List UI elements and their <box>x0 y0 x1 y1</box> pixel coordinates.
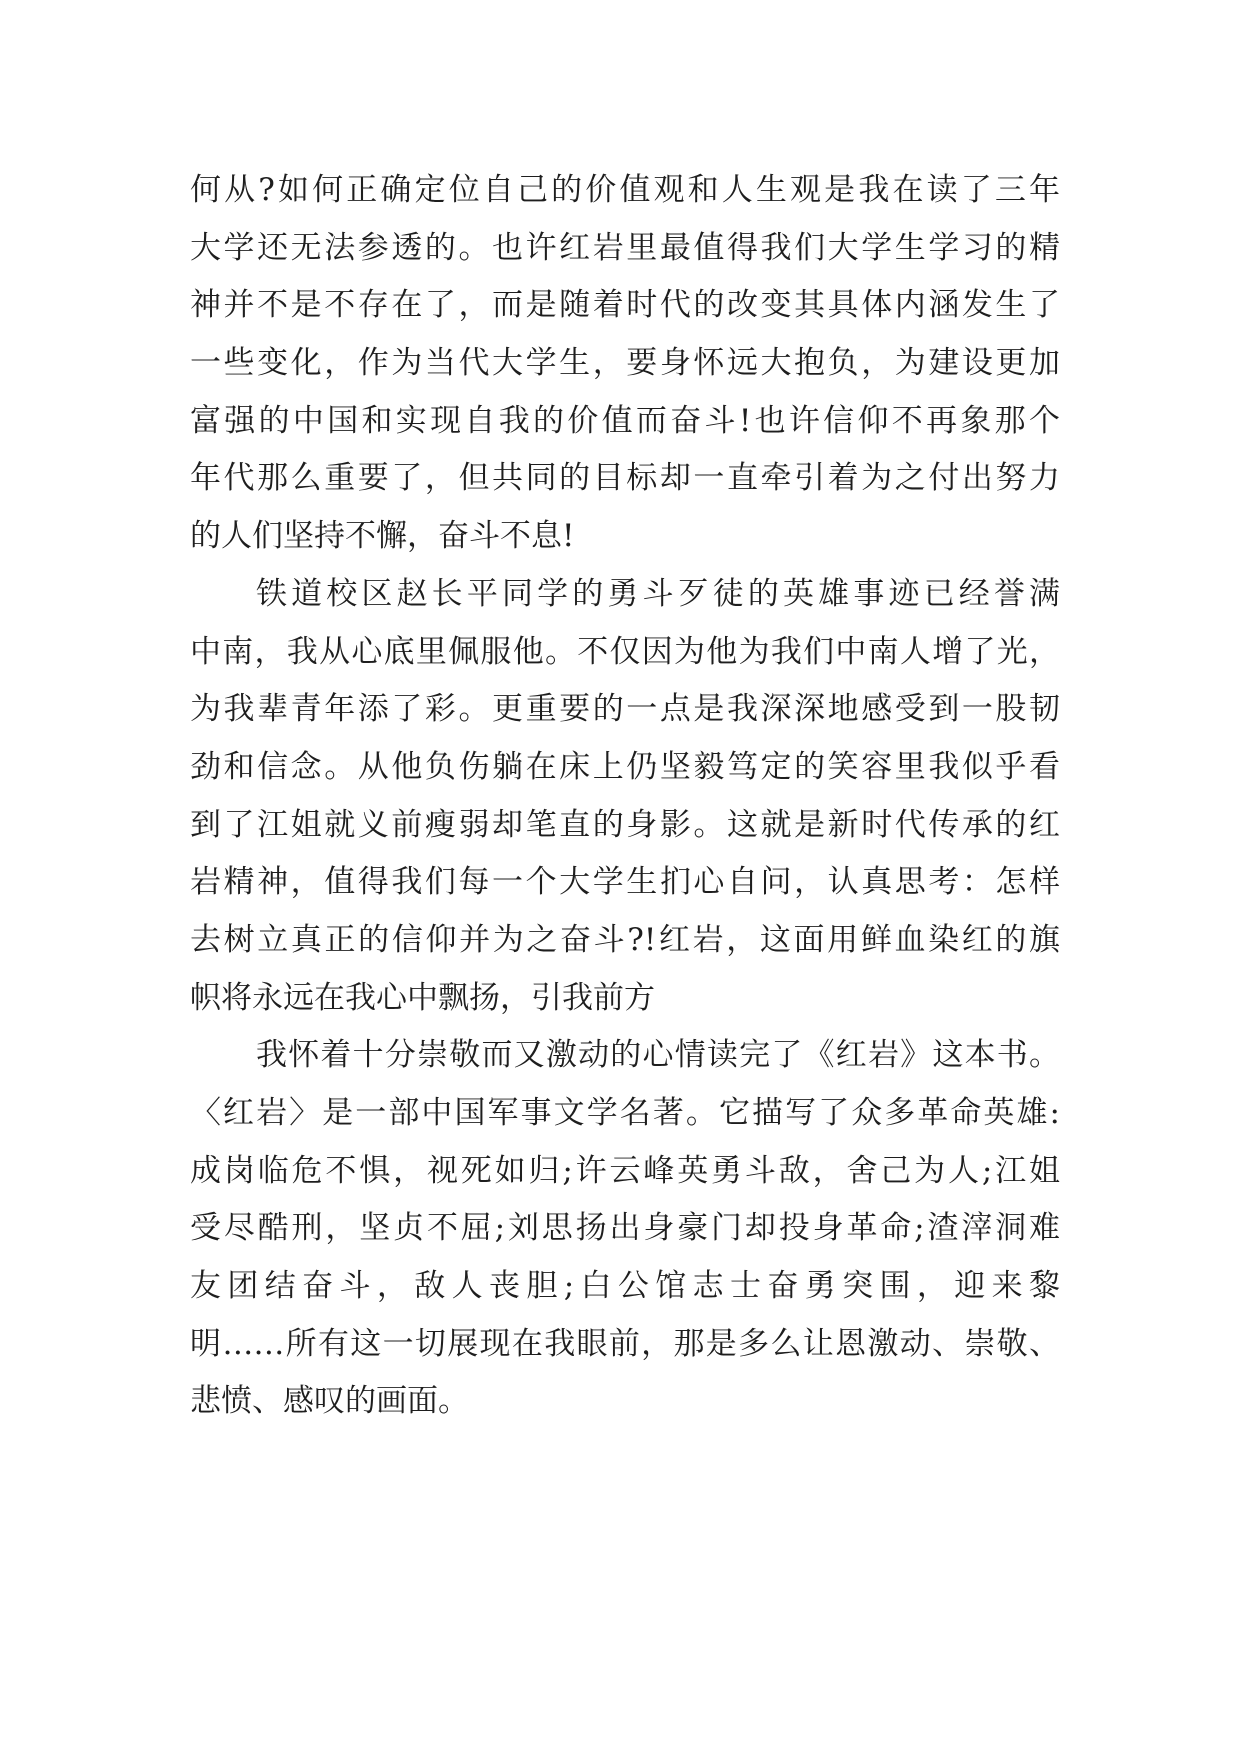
paragraph-1-line-4: 一些变化，作为当代大学生，要身怀远大抱负，为建设更加 <box>190 345 1060 382</box>
paragraph-2-line-3: 为我辈青年添了彩。更重要的一点是我深深地感受到一股韧 <box>190 691 1060 728</box>
paragraph-3-line-2: 〈红岩〉是一部中国军事文学名著。它描写了众多革命英雄: <box>190 1095 1060 1131</box>
paragraph-1-line-3: 神并不是不存在了，而是随着时代的改变其具体内涵发生了 <box>190 287 1060 324</box>
paragraph-2-line-2: 中南，我从心底里佩服他。不仅因为他为我们中南人增了光， <box>190 633 1060 670</box>
paragraph-1-line-5: 富强的中国和实现自我的价值而奋斗!也许信仰不再象那个 <box>190 402 1060 439</box>
paragraph-1-line-7: 的人们坚持不懈，奋斗不息! <box>190 518 575 555</box>
body-text <box>190 162 1060 1431</box>
paragraph-2-line-7: 去树立真正的信仰并为之奋斗?!红岩，这面用鲜血染红的旗 <box>190 921 1060 958</box>
paragraph-3-line-6: 明……所有这一切展现在我眼前，那是多么让恩激动、崇敬、 <box>190 1325 1060 1362</box>
paragraph-1-line-6: 年代那么重要了，但共同的目标却一直牵引着为之付出努力 <box>190 460 1060 497</box>
paragraph-2-line-1: 铁道校区赵长平同学的勇斗歹徒的英雄事迹已经誉满 <box>256 575 1060 612</box>
paragraph-2-line-8: 帜将永远在我心中飘扬，引我前方 <box>190 979 655 1016</box>
paragraph-2-line-6: 岩精神，值得我们每一个大学生扪心自问，认真思考：怎样 <box>190 864 1060 901</box>
paragraph-3-line-1: 我怀着十分崇敬而又激动的心情读完了《红岩》这本书。 <box>256 1037 1060 1074</box>
paragraph-3-line-3: 成岗临危不惧，视死如归;许云峰英勇斗敌，舍己为人;江姐 <box>190 1152 1060 1189</box>
paragraph-3-line-5: 友团结奋斗，敌人丧胆;白公馆志士奋勇突围，迎来黎 <box>190 1268 1060 1305</box>
paragraph-1-line-1: 何从?如何正确定位自己的价值观和人生观是我在读了三年 <box>190 172 1060 208</box>
paragraph-3-line-7: 悲愤、感叹的画面。 <box>190 1383 469 1420</box>
paragraph-3-line-4: 受尽酷刑，坚贞不屈;刘思扬出身豪门却投身革命;渣滓洞难 <box>190 1210 1060 1247</box>
paragraph-2-line-4: 劲和信念。从他负伤躺在床上仍坚毅笃定的笑容里我似乎看 <box>190 748 1060 785</box>
paragraph-1-line-2: 大学还无法参透的。也许红岩里最值得我们大学生学习的精 <box>190 229 1060 266</box>
paragraph-2-line-5: 到了江姐就义前瘦弱却笔直的身影。这就是新时代传承的红 <box>190 806 1060 843</box>
